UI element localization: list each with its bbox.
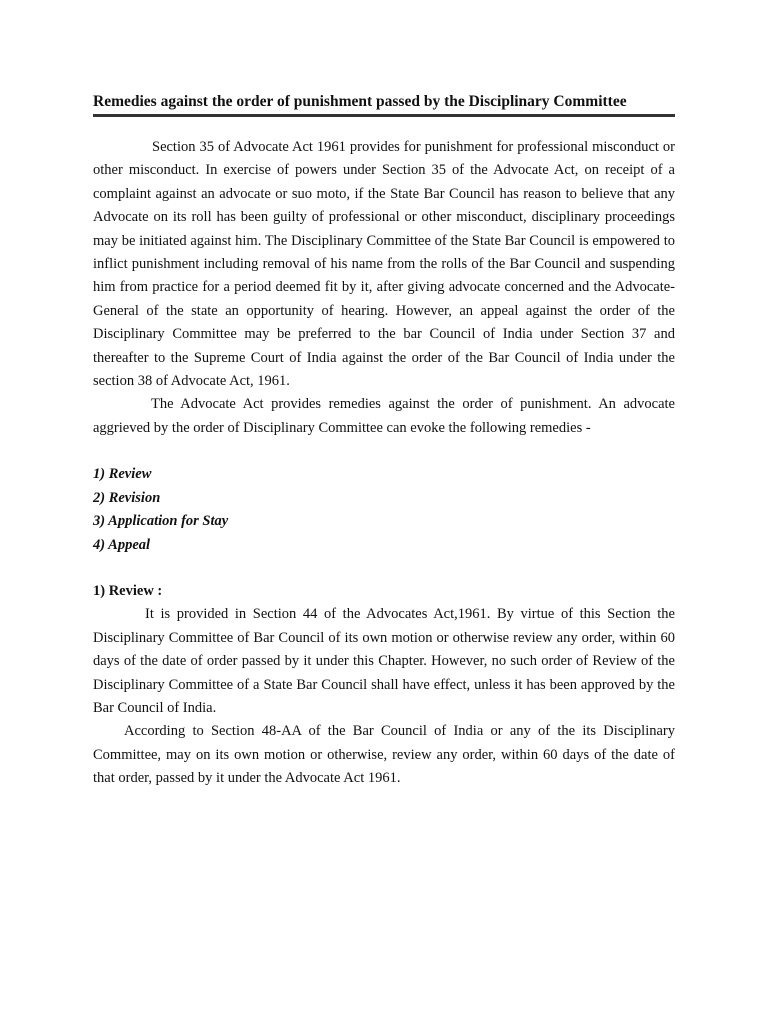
review-heading: 1) Review :	[93, 582, 163, 599]
spacer	[93, 557, 675, 580]
remedies-list	[93, 463, 675, 557]
spacer	[93, 440, 675, 463]
list-item: 3) Application for Stay	[93, 513, 229, 530]
document-page	[93, 92, 675, 791]
list-item: 1) Review	[93, 466, 152, 483]
intro-paragraph-2: The Advocate Act provides remedies against the order of punishment. An advocate aggrieved by the order of Disciplinary Committee can evoke the following remedies -	[93, 396, 675, 436]
list-item: 4) Appeal	[93, 536, 151, 553]
page-title: Remedies against the order of punishment passed by the Disciplinary Committee	[93, 93, 627, 110]
review-paragraph-1: It is provided in Section 44 of the Advocates Act,1961. By virtue of this Section the Disciplinary Committee of Bar Council of its own motion or otherwise review any order, within 60 days of the date of order passed by it under this Chapter. However, no such order of Review of the Disciplinary Committee of a State Bar Council shall have effect, unless it has been approved by the Bar Council of India.	[93, 606, 675, 716]
review-paragraph-2: According to Section 48-AA of the Bar Council of India or any of the its Disciplinary Committee, may on its own motion or otherwise, review any order, within 60 days of the date of that order, passed by it under the Advocate Act 1961.	[93, 723, 675, 787]
list-item: 2) Revision	[93, 489, 161, 506]
intro-paragraph-1: Section 35 of Advocate Act 1961 provides for punishment for professional misconduct or other misconduct. In exercise of powers under Section 35 of the Advocate Act, on receipt of a complaint against an advocate or suo moto, if the State Bar Council has reason to believe that any Advocate on its roll has been guilty of professional or other misconduct, disciplinary proceedings may be initiated against him. The Disciplinary Committee of the State Bar Council is empowered to inflict punishment including removal of his name from the rolls of the Bar Council and suspending him from practice for a period deemed fit by it, after giving advocate concerned and the Advocate-General of the state an opportunity of hearing. However, an appeal against the order of the Disciplinary Committee may be preferred to the bar Council of India under Section 37 and thereafter to the Supreme Court of India against the order of the Bar Council of India under the section 38 of Advocate Act, 1961.	[93, 139, 675, 390]
title-underline	[93, 114, 675, 117]
